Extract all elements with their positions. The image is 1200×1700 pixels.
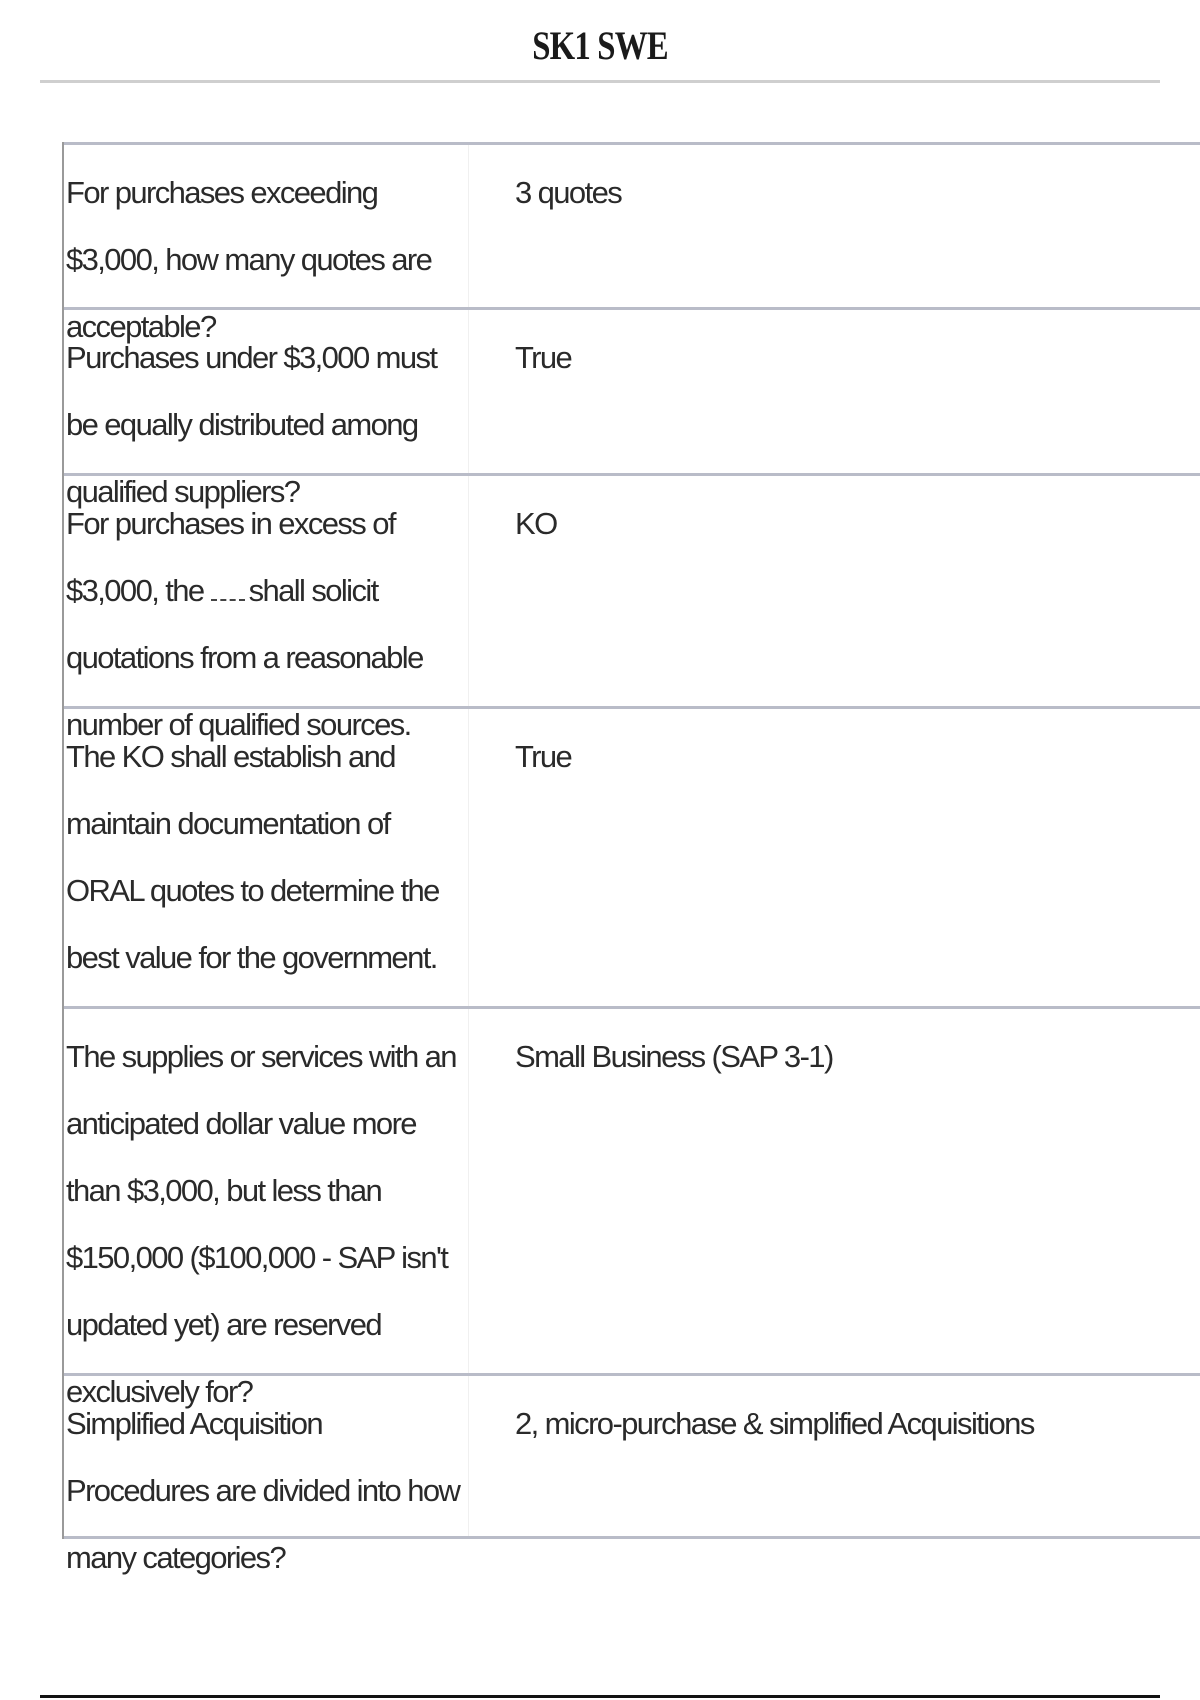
table-row: [64, 1373, 1200, 1575]
answer-cell: Small Business (SAP 3-1): [515, 1039, 833, 1074]
table-row: [64, 473, 1200, 742]
header-divider: [40, 80, 1160, 83]
answer-cell: True: [515, 739, 572, 774]
table-row: [64, 1006, 1200, 1409]
fill-in-blank: [211, 575, 245, 601]
question-cell: Simplified Acquisition Procedures are divided into how many categories?: [64, 1376, 469, 1536]
question-cell: The supplies or services with an anticipated dollar value more than $3,000, but less than $150,000 ($100,000 - SAP isn't updated yet) are reserved exclusively for?: [64, 1009, 469, 1373]
question-cell: The KO shall establish and maintain documentation of ORAL quotes to determine the best value for the government.: [64, 709, 469, 1006]
footer-divider: [40, 1695, 1160, 1698]
question-cell: Purchases under $3,000 must be equally distributed among qualified suppliers?: [64, 310, 469, 473]
answer-cell: KO: [515, 506, 557, 541]
answer-cell: True: [515, 340, 572, 375]
flashcard-table: [62, 142, 1200, 1575]
answer-cell: 2, micro-purchase & simplified Acquisitions: [515, 1406, 1034, 1441]
table-row: [64, 307, 1200, 509]
page-title: SK1 SWE: [532, 23, 668, 68]
question-text-after-blank: shall solicit quotations from a reasonable number of qualified sources.: [66, 573, 423, 742]
answer-cell: 3 quotes: [515, 175, 622, 210]
table-row: [64, 706, 1200, 1006]
question-cell: For purchases exceeding $3,000, how many quotes are acceptable?: [64, 145, 469, 307]
table-row: [64, 142, 1200, 344]
question-text-before-blank: For purchases in excess of $3,000, the: [66, 506, 395, 608]
question-cell: [64, 476, 469, 742]
